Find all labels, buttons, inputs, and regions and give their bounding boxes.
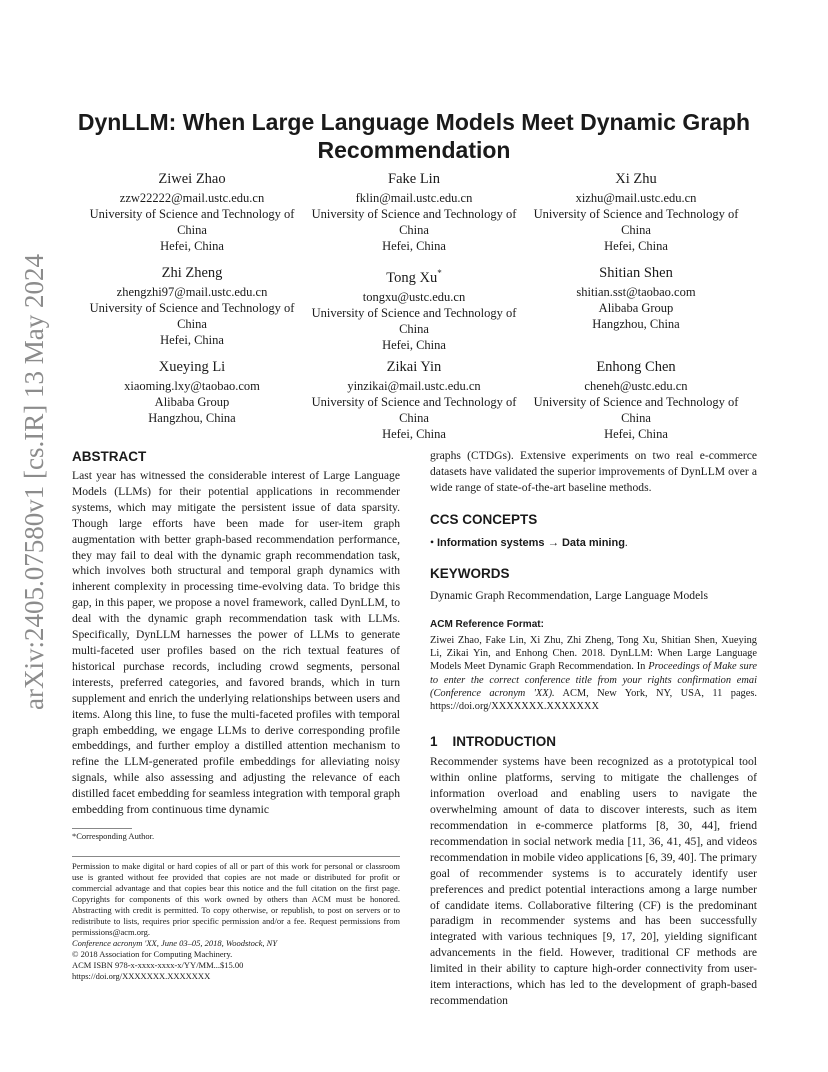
author-affiliation: University of Science and Technology of China xyxy=(89,207,295,237)
author-block xyxy=(304,264,524,353)
author-email: yinzikai@mail.ustc.edu.cn xyxy=(347,379,481,393)
author-block xyxy=(304,358,524,442)
author-email: zhengzhi97@mail.ustc.edu.cn xyxy=(116,285,268,299)
reference-tail: ACM, New York, NY, USA, 11 pages. https://doi.org/XXXXXXX.XXXXXXX xyxy=(430,687,757,713)
introduction-heading: 1 INTRODUCTION xyxy=(430,734,557,750)
author-affiliation: Alibaba Group xyxy=(154,395,230,409)
corresponding-author-footnote: *Corresponding Author. xyxy=(72,830,155,841)
author-email: zzw22222@mail.ustc.edu.cn xyxy=(119,191,265,205)
author-location: Hangzhou, China xyxy=(148,411,236,425)
author-block xyxy=(526,358,746,442)
author-location: Hangzhou, China xyxy=(592,317,680,331)
author-block xyxy=(82,358,302,426)
author-name: Ziwei Zhao xyxy=(158,171,226,187)
author-affiliation: University of Science and Technology of China xyxy=(533,395,739,425)
author-affiliation: University of Science and Technology of China xyxy=(311,207,517,237)
author-name: Fake Lin xyxy=(388,171,440,187)
author-block xyxy=(82,264,302,348)
arxiv-identifier: arXiv:2405.07580v1 [cs.IR] 13 May 2024 xyxy=(19,254,49,710)
left-column xyxy=(72,448,400,982)
isbn-line: ACM ISBN 978-x-xxxx-xxxx-x/YY/MM...$15.00 xyxy=(72,959,244,970)
author-location: Hefei, China xyxy=(382,239,446,253)
permission-notice: Permission to make digital or hard copies of all or part of this work for personal or classroom use is granted without fee provided that copies are not made or distributed for profit or commercial advantage and that copies bear this notice and the full citation on the first page. Copyrights for components of this work owned by others than ACM must be honored. Abstracting with credit is permitted. To copy otherwise, or republish, to post on servers or to redistribute to lists, requires prior specific permission and/or a fee. Request permissions from permissions@acm.org. xyxy=(72,860,400,937)
abstract-heading: ABSTRACT xyxy=(72,449,147,464)
ccs-subcategory: Data mining xyxy=(561,536,625,549)
author-location: Hefei, China xyxy=(604,427,668,441)
copyright-line: © 2018 Association for Computing Machinery. xyxy=(72,948,233,959)
author-affiliation: University of Science and Technology of China xyxy=(533,207,739,237)
author-location: Hefei, China xyxy=(160,333,224,347)
introduction-text: Recommender systems have been recognized as a prototypical tool within online platforms, serving to mitigate the challenges of information overload and enabling users to navigate the overwhelming amount of data to discover interests, such as item recommendation in e-commerce platforms [8, 30, 44], friend recommendation in social network media [11, 36, 41, 45], and videos recommendation in mobile video applications [6, 39, 40]. The primary goal of recommender systems is to accurately identify user preferences and predict potential interactions among a large number of candidate items. Collaborative filtering (CF) is the predominant paradigm in recommender systems and has been successfully integrated with various techniques [9, 17, 20], yielding significant advancements in the field. However, traditional CF methods are limited in their ability to capture high-order connectivity from user-item interactions, which has led to the development of graph-based recommendation xyxy=(430,755,757,1007)
author-email: shitian.sst@taobao.com xyxy=(576,285,696,299)
author-name: Xueying Li xyxy=(158,359,226,375)
ccs-concept xyxy=(430,535,757,551)
conference-line: Conference acronym 'XX, June 03–05, 2018, Woodstock, NY xyxy=(72,937,278,948)
author-email: fklin@mail.ustc.edu.cn xyxy=(355,191,473,205)
author-location: Hefei, China xyxy=(604,239,668,253)
paper-title: DynLLM: When Large Language Models Meet Dynamic Graph Recommendation xyxy=(77,109,751,163)
author-name: Xi Zhu xyxy=(615,171,657,187)
keywords-text: Dynamic Graph Recommendation, Large Language Models xyxy=(430,588,708,602)
author-email: cheneh@ustc.edu.cn xyxy=(584,379,688,393)
author-name: Shitian Shen xyxy=(599,265,673,281)
author-name-text: Tong Xu xyxy=(386,269,438,286)
permission-divider xyxy=(72,856,400,857)
abstract-continued: graphs (CTDGs). Extensive experiments on two real e-commerce datasets have validated the superior improvements of DynLLM over a wide range of state-of-the-art baseline methods. xyxy=(430,449,757,494)
author-affiliation: University of Science and Technology of China xyxy=(311,395,517,425)
author-block xyxy=(304,170,524,254)
abstract-text: Last year has witnessed the considerable interest of Large Language Models (LLMs) for their potential applications in recommender systems, which may mitigate the persistent issue of data sparsity. Though large efforts have been made for user-item graph augmentation with better graph-based recommendation performance, they may fail to deal with the dynamic graph recommendation task, which involves both structural and temporal graph dynamics with inherent complexity in processing time-evolving data. To bridge this gap, in this paper, we propose a novel framework, called DynLLM, to deal with the dynamic graph recommendation task with LLMs. Specifically, DynLLM harnesses the power of LLMs to generate multi-faceted user profiles based on the rich textual features of historical purchase records, including crowd segments, personal interests, preferred categories, and favored brands, which in turn supplement and enrich the underlying relationships between users and items. Along this line, to fuse the multi-faceted profiles with temporal graph embedding, we engage LLMs to derive corresponding profile embeddings, and further employ a distilled attention mechanism to refine the LLM-generated profile embeddings for alleviating noisy signals, while also assessing and adjusting the relevance of each distilled facet embedding for seamless integration with temporal graph embedding from continuous time dynamic xyxy=(72,469,400,817)
bullet: • xyxy=(430,535,435,549)
corresponding-author-mark: * xyxy=(437,268,442,278)
author-location: Hefei, China xyxy=(382,337,446,352)
author-email: xiaoming.lxy@taobao.com xyxy=(124,379,260,393)
publication-info xyxy=(72,938,400,982)
author-name xyxy=(304,264,524,288)
ccs-category: Information systems xyxy=(436,536,545,549)
reference-format-heading: ACM Reference Format: xyxy=(430,618,544,630)
author-block xyxy=(82,170,302,254)
reference-authors: Ziwei Zhao, Fake Lin, Xi Zhu, Zhi Zheng, Tong Xu, Shitian Shen, Xueying Li, Zikai Yin, and Enhong Chen. 2018. DynLLM: When Large Language Models Meet Dynamic Graph Recommendation. In xyxy=(430,634,757,673)
author-email: tongxu@ustc.edu.cn xyxy=(362,289,466,304)
author-location: Hefei, China xyxy=(160,239,224,253)
right-column xyxy=(430,448,757,1009)
ccs-heading: CCS CONCEPTS xyxy=(430,511,538,527)
reference-format-text xyxy=(430,634,757,714)
author-affiliation: Alibaba Group xyxy=(598,301,674,315)
reference-venue: Proceedings of Make sure to enter the correct conference title from your rights confirmation emai (Conference acronym 'XX). xyxy=(430,661,757,699)
arrow-icon: → xyxy=(547,535,560,549)
ccs-period: . xyxy=(624,535,628,549)
author-affiliation: University of Science and Technology of China xyxy=(311,305,517,336)
author-block xyxy=(526,264,746,332)
author-name: Zikai Yin xyxy=(386,359,442,375)
author-name: Zhi Zheng xyxy=(161,265,223,281)
author-affiliation: University of Science and Technology of China xyxy=(89,301,295,331)
author-location: Hefei, China xyxy=(382,427,446,441)
author-email: xizhu@mail.ustc.edu.cn xyxy=(575,191,697,205)
author-block xyxy=(526,170,746,254)
keywords-heading: KEYWORDS xyxy=(430,565,510,581)
doi-line: https://doi.org/XXXXXXX.XXXXXXX xyxy=(72,970,211,981)
footnote-divider xyxy=(72,828,132,829)
author-name: Enhong Chen xyxy=(596,359,676,375)
